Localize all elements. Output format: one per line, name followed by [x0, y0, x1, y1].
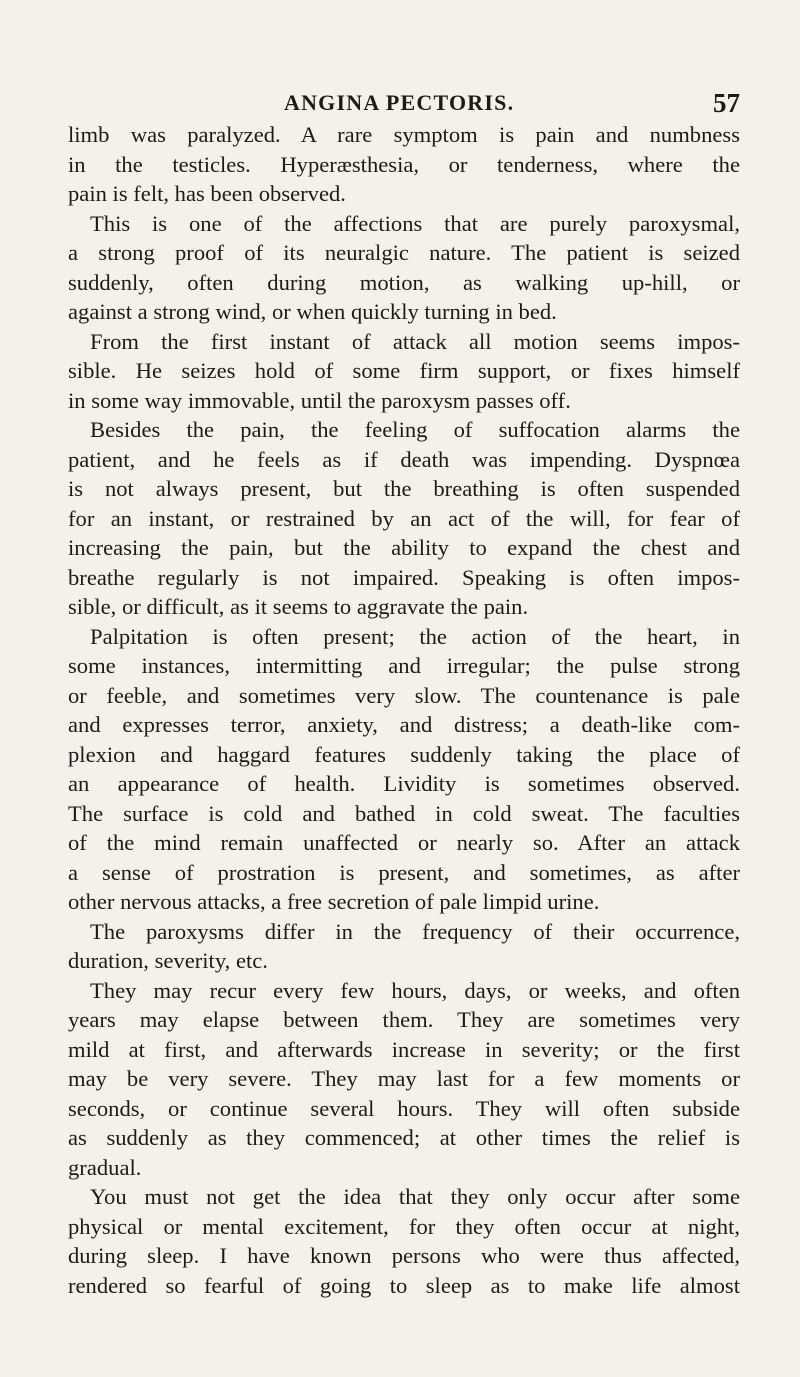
text-line: plexion and haggard features suddenly taking the place of: [68, 741, 740, 767]
text-line: is not always present, but the breathing is often suspended: [68, 476, 740, 501]
text-line: a sense of prostration is present, and sometimes, as after: [68, 859, 740, 885]
text-line: may be very severe. They may last for a few moments or: [68, 1066, 740, 1091]
text-line: or feeble, and sometimes very slow. The countenance is pale: [68, 682, 740, 708]
text-line: seconds, or continue several hours. They will often subside: [68, 1095, 740, 1121]
text-line: You must not get the idea that they only occur after some: [90, 1184, 740, 1209]
text-line: pain is felt, has been observed.: [68, 181, 346, 206]
text-line: a strong proof of its neuralgic nature. The patient is seized: [68, 240, 740, 265]
text-line: an appearance of health. Lividity is sometimes observed.: [68, 771, 740, 796]
text-line: breathe regularly is not impaired. Speaking is often impos-: [68, 564, 740, 590]
text-line: in the testicles. Hyperæsthesia, or tenderness, where the: [68, 151, 740, 177]
text-line: The paroxysms differ in the frequency of their occurrence,: [90, 918, 740, 944]
text-line: limb was paralyzed. A rare symptom is pain and numbness: [68, 122, 740, 147]
body-text: [68, 120, 740, 1300]
text-line: of the mind remain unaffected or nearly so. After an attack: [68, 830, 740, 855]
text-line: as suddenly as they commenced; at other times the relief is: [68, 1125, 740, 1150]
text-line: patient, and he feels as if death was impending. Dyspnœa: [68, 446, 740, 472]
text-line: This is one of the affections that are purely paroxysmal,: [90, 210, 740, 236]
text-line: for an instant, or restrained by an act of the will, for fear of: [68, 505, 740, 531]
text-line: during sleep. I have known persons who were thus affected,: [68, 1243, 740, 1268]
text-line: They may recur every few hours, days, or weeks, and often: [90, 977, 740, 1003]
text-line: Besides the pain, the feeling of suffocation alarms the: [90, 417, 740, 442]
text-line: rendered so fearful of going to sleep as to make life almost: [68, 1272, 740, 1298]
text-line: From the first instant of attack all motion seems impos-: [90, 328, 740, 354]
text-line: gradual.: [68, 1154, 142, 1180]
text-line: Palpitation is often present; the action of the heart, in: [90, 623, 740, 649]
running-head: [68, 88, 740, 122]
text-line: other nervous attacks, a free secretion of pale limpid urine.: [68, 889, 600, 914]
text-line: physical or mental excitement, for they often occur at night,: [68, 1213, 740, 1239]
text-line: sible, or difficult, as it seems to aggravate the pain.: [68, 594, 529, 619]
text-line: against a strong wind, or when quickly turning in bed.: [68, 299, 557, 324]
text-line: in some way immovable, until the paroxysm passes off.: [68, 387, 571, 413]
page-number: 57: [713, 88, 740, 118]
running-title: ANGINA PECTORIS.: [284, 90, 515, 115]
text-line: sible. He seizes hold of some firm support, or fixes himself: [68, 358, 740, 383]
text-line: The surface is cold and bathed in cold sweat. The faculties: [68, 800, 740, 826]
text-line: suddenly, often during motion, as walking up-hill, or: [68, 269, 740, 295]
text-line: mild at first, and afterwards increase in severity; or the first: [68, 1036, 740, 1062]
text-line: and expresses terror, anxiety, and distress; a death-like com-: [68, 712, 740, 737]
text-line: increasing the pain, but the ability to expand the chest and: [68, 535, 740, 560]
text-line: duration, severity, etc.: [68, 948, 268, 973]
text-line: some instances, intermitting and irregular; the pulse strong: [68, 653, 740, 678]
text-line: years may elapse between them. They are sometimes very: [68, 1007, 740, 1032]
